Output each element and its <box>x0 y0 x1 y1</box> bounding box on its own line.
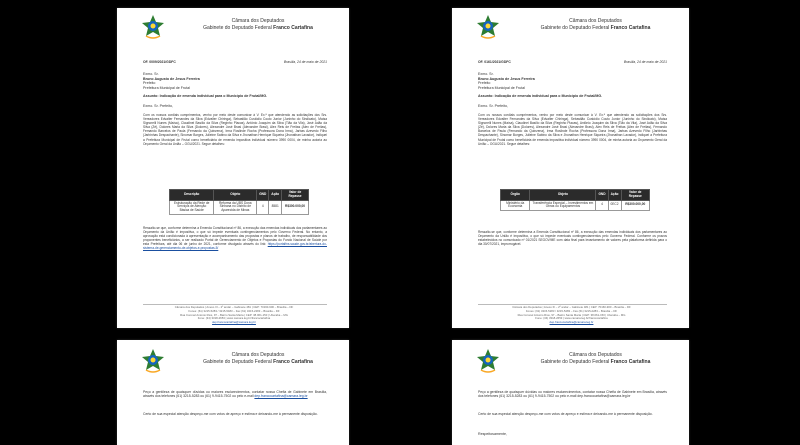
addressee-title: Prefeito <box>478 81 491 86</box>
table-cell: 8581 <box>269 200 282 214</box>
col-header: Órgão <box>501 190 530 201</box>
col-header: Ação <box>608 190 621 201</box>
footer-email-link[interactable]: dep.francocartafina@camara.leg.br <box>212 320 256 325</box>
amendment-table <box>169 189 309 215</box>
closing-email-link[interactable]: dep.francocartafina@camara.leg.br <box>254 394 308 399</box>
coat-of-arms-icon <box>476 14 500 40</box>
letter-page-2 <box>452 8 689 328</box>
table-row <box>170 200 309 214</box>
footer-line: Rua Coronel Antonio Rios, 97 – Bairro Santa Marta | CEP: 38.061-150 | Uberaba – MG <box>517 312 626 317</box>
closing-paragraph-1 <box>143 390 327 399</box>
coat-of-arms-icon <box>141 14 165 40</box>
letterhead-deputy-name: Franco Cartafina <box>273 24 313 31</box>
addressee-title: Prefeito <box>143 81 156 86</box>
table-cell: 0EC2 <box>608 200 621 211</box>
footer-line: Fone: (34) 3318-2653 | www.camara.leg.br/francocartafina <box>535 316 608 321</box>
letterhead <box>508 18 683 31</box>
greeting: Exmo. Sr. Prefeito, <box>478 104 508 108</box>
col-header: GND <box>257 190 269 201</box>
addressee-salutation: Exmo. Sr. <box>143 72 159 76</box>
table-cell: Transferência Especial – Investimentos em Obras ou Equipamentos <box>530 200 596 211</box>
col-header: Objeto <box>214 190 257 201</box>
closing-email-link[interactable]: dep.francocartafina@camara.leg.br <box>577 394 631 399</box>
table-cell: 4 <box>257 200 269 214</box>
letterhead-deputy-name: Franco Cartafina <box>610 358 651 365</box>
addressee-block <box>143 72 327 90</box>
col-header: GND <box>596 190 608 201</box>
fns-portal-link[interactable]: https://portalfns.saude.gov.br/abertura-do-sistema-de-gerenciamento-de-objetos-e-propostas-5/ <box>143 242 327 251</box>
col-header: Descrição <box>170 190 214 201</box>
greeting: Exmo. Sr. Prefeito, <box>143 104 173 108</box>
letterhead-line2: Gabinete do Deputado Federal <box>540 24 611 31</box>
letterhead-line1: Câmara dos Deputados <box>569 18 622 24</box>
coat-of-arms-icon <box>476 348 500 374</box>
table-cell: R$300.000,00 <box>282 200 309 214</box>
footer-line: Rua Coronel Antonio Rios, 97 – Bairro Santa Marta | CEP: 38.061-150 | Uberaba – MG <box>180 312 288 317</box>
body-paragraph-1: Com os nossos cordiais cumprimentos, venho por meio deste comunicar à V. Ex.ª que atendendo as solicitações dos Srs. Vereadores Edvalter Fernandes da Silva (Edvalter Chiringa), Sebastião Custódio Couto Junior (Juninho do Sindicato), Maísa Signorelli Nunes (Maísa), Claudinei Basílio da Silva (Reginho Placas), Antônio Joaquim da Silva (Tião da Vila), José Adão da Silva (Zé), Dolores Maria da Silva (Dolores), Alexandre José Brasi (Alexandre Brasi), Alex Reis de Freitas (Alex de Freitas), Fernando Barcelos de Paula (Fernando da Quinzena), Irma Roslinde Rocha (Professora Dona Irma), Jarbas Azevedo Filho (Jarbinhas Despachante), Sinomar Borges, Julieine Sabino da Silva e Jhonathan Henrique Siqueira (Jhonathan Lavador), indiquei a Prefeitura Municipal de Frutal como beneficiária de emenda impositiva individual número 3990 0004, de minha autoria ao Orçamento Geral da União – OGU/2021. Segue detalhes: <box>143 113 327 146</box>
subject-line: Assunto: Indicação de emenda individual para o Município de Frutal/MG. <box>143 94 268 98</box>
closing-paragraph-1-text: Peço a gentileza de quaisquer dúvidas ou maiores esclarecimentos, contatar nossa Chefia de Gabinete em Brasília, através dos telefones (61) 3215-5283 ou (61) 9-9415-7502 ou pelo e-mail <box>143 390 327 399</box>
page-footer <box>482 306 661 325</box>
table-cell: Estruturação da Rede de Serviços de Atenção Básica de Saúde <box>170 200 214 214</box>
table-cell: Reforma da UBS Dona Sinhana no Distrito de Aparecida de Minas <box>214 200 257 214</box>
body-paragraph-2: Ressalto-se que, conforme determina a Emenda Constitucional nº 86, a execução das emendas individuais dos parlamentares ao Orçamento da União é impositiva, o que só impede eventuais contingenciamentos pelo Governo Federal. Conforme os prazos estabelecidos no comunicado nº 01/2021 SEGOV/ME com data final para levantamento de valores pela plataforma definida para o dia 30/07/2021, improrrogável. <box>478 230 667 247</box>
letterhead <box>508 352 683 365</box>
letterhead <box>173 18 343 31</box>
page-footer <box>147 306 321 325</box>
footer-line: Fone: (34) 3318-2653 | www.camara.leg.br/francocartafina <box>197 316 271 321</box>
letterhead-line1: Câmara dos Deputados <box>569 352 622 358</box>
letter-date: Brasília, 24 de maio de 2021 <box>283 60 327 64</box>
office-reference: OF. 0161/2021/GDFC <box>478 60 511 64</box>
letter-page-1 <box>117 8 349 328</box>
closing-paragraph-2: Certo de sua especial atenção despeço-me com votos de apreço e estima e deixando-me à permanente disposição. <box>143 412 318 416</box>
col-header: Objeto <box>530 190 596 201</box>
letterhead-deputy-name: Franco Cartafina <box>610 24 651 31</box>
amendment-table <box>500 189 650 211</box>
letterhead-line1: Câmara dos Deputados <box>231 18 285 24</box>
col-header: Valor de Repasse <box>282 190 309 201</box>
addressee-block <box>478 72 667 90</box>
coat-of-arms-icon <box>141 348 165 374</box>
table-cell: 4 <box>596 200 608 211</box>
subject-line: Assunto: Indicação de emenda individual para o Município de Frutal/MG. <box>478 94 603 98</box>
footer-email-link[interactable]: dep.francocartafina@camara.leg.br <box>549 320 594 325</box>
closing-paragraph-1-text: Peço a gentileza de quaisquer dúvidas ou maiores esclarecimentos, contatar nossa Chefia de Gabinete em Brasília, através dos telefones (61) 3215-5283 ou (61) 9-9415-7502 ou pelo e-mail <box>478 390 667 399</box>
letter-date: Brasília, 24 de maio de 2021 <box>623 60 667 64</box>
footer-line: Câmara dos Deputados | Anexo III – 2º andar – Gabinete 481 | CEP: 70160-900 – Brasília – DF <box>512 305 631 309</box>
footer-line: Câmara dos Deputados | Anexo III – 2º andar – Gabinete 481 | CEP: 70160-900 – Brasília – DF <box>174 305 294 309</box>
addressee-org: Prefeitura Municipal de Frutal <box>478 85 525 90</box>
office-reference: OF. 0009/2021/GDFC <box>143 60 176 64</box>
addressee-org: Prefeitura Municipal de Frutal <box>143 85 190 90</box>
col-header: Ação <box>269 190 282 201</box>
footer-line: Fones: (61) 3215-5283 / 3215-5483 – Fax (61) 3215-2283 – Brasília – DF <box>525 308 618 313</box>
closing-paragraph-2: Certo de sua especial atenção despeço-me com votos de apreço e estima e deixando-me à permanente disposição. <box>478 412 653 416</box>
letterhead-deputy-name: Franco Cartafina <box>273 358 313 365</box>
addressee-name: Bruno Augusto de Jesus Ferreira <box>143 76 200 81</box>
letterhead-line2: Gabinete do Deputado Federal <box>540 358 611 365</box>
body-paragraph-2-text: Ressalto-se que, conforme determina a Emenda Constitucional nº 86, a execução das emendas individuais dos parlamentares ao Orçamento da União é impositiva, o que só impede eventuais contingenciamentos pelo Governo Federal. No entanto, a aprovação está condicionada à apresentação e acompanhamento das propostas e planos de trabalho, de responsabilidade dos proponentes beneficiários, a ser realizado Portal de Gerenciamento de Objetos e Propostas do Fundo Nacional de Saúde por esta Prefeitura, até dia 06 de junho de 2021, conforme divulgado através do link: <box>143 226 327 247</box>
letter-page-3 <box>117 340 349 445</box>
letterhead-line2: Gabinete do Deputado Federal <box>203 24 274 31</box>
col-header: Valor de Repasse <box>621 190 649 201</box>
addressee-name: Bruno Augusto de Jesus Ferreira <box>478 76 535 81</box>
body-paragraph-2 <box>143 226 327 251</box>
addressee-salutation: Exmo. Sr. <box>478 72 494 76</box>
letterhead <box>173 352 343 365</box>
closing-paragraph-1 <box>478 390 667 399</box>
table-cell: Ministério da Economia <box>501 200 530 211</box>
letterhead-line2: Gabinete do Deputado Federal <box>203 358 274 365</box>
body-paragraph-1: Com os nossos cordiais cumprimentos, venho por meio deste comunicar à V. Ex.ª que atendendo as solicitações dos Srs. Vereadores Edvalter Fernandes da Silva (Edvalter Chiringa), Sebastião Custódio Couto Junior (Juninho do Sindicato), Maísa Signorelli Nunes (Maísa), Claudinei Basílio da Silva (Reginho Placas), Antônio Joaquim da Silva (Tião da Vila), José Adão da Silva (Zé), Dolores Maria da Silva (Dolores), Alexandre José Brasi (Alexandre Brasi), Alex Reis de Freitas (Alex de Freitas), Fernando Barcelos de Paula (Fernando da Quinzena), Irma Roslinde Rocha (Professora Dona Irma), Jarbas Azevedo Filho (Jarbinhas Despachante), Sinomar Borges, Julieine Sabino da Silva e Jhonathan Henrique Siqueira (Jhonathan Lavador), indiquei a Prefeitura Municipal de Frutal como beneficiária de emenda impositiva individual número 3990 0004, de minha autoria ao Orçamento Geral da União – OGU/2021. Segue detalhes: <box>478 113 667 146</box>
letterhead-line1: Câmara dos Deputados <box>231 352 285 358</box>
table-row <box>501 200 650 211</box>
letter-page-4 <box>452 340 689 445</box>
footer-line: Fones: (61) 3215-5283 / 3215-5483 – Fax (61) 3215-2283 – Brasília – DF <box>188 308 280 313</box>
closing-signoff: Respeitosamente, <box>478 432 507 436</box>
table-cell: R$300.000,00 <box>621 200 649 211</box>
